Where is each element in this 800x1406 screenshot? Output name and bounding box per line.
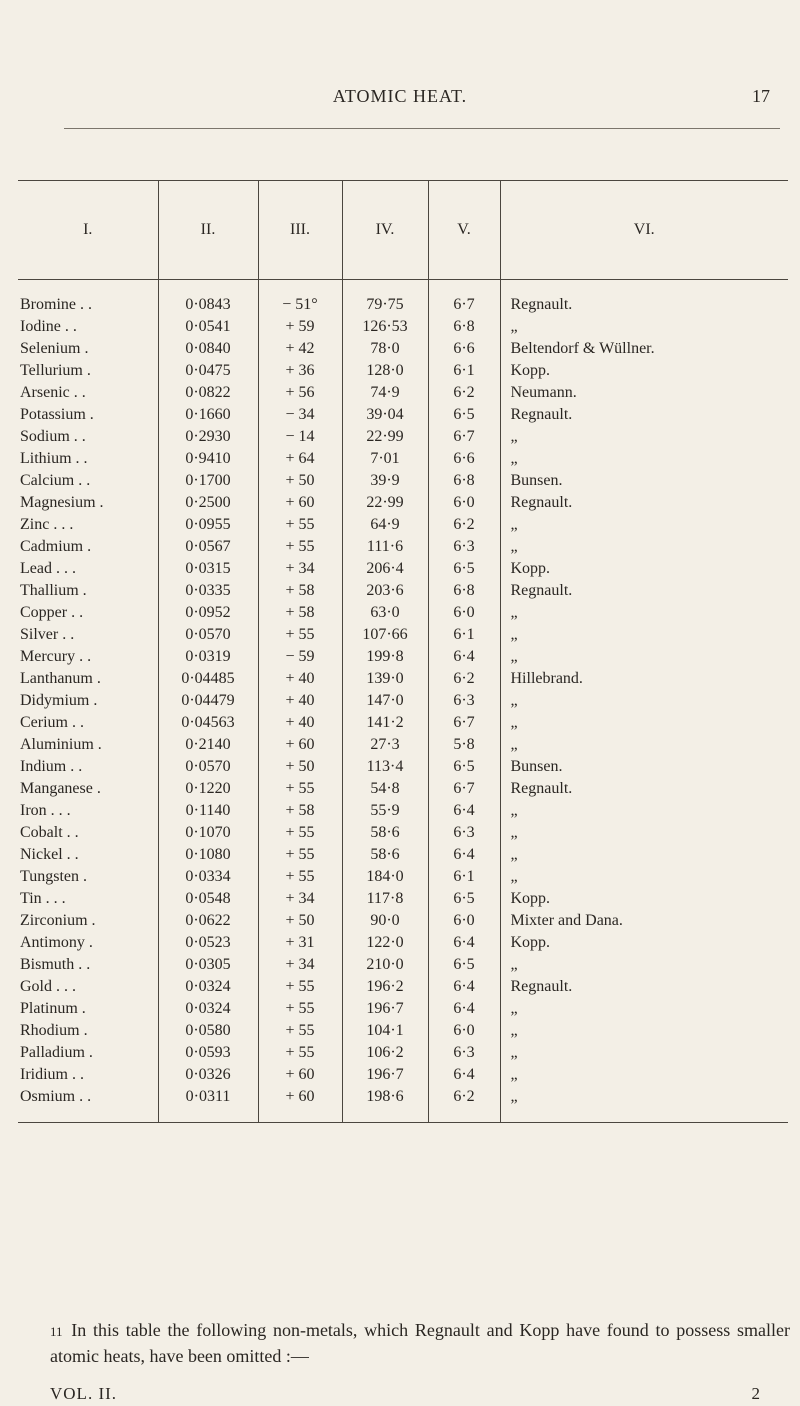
table-row bbox=[18, 280, 788, 317]
table-row bbox=[18, 1042, 788, 1064]
atomic-heat: 6·0 bbox=[428, 910, 500, 932]
table-row bbox=[18, 998, 788, 1020]
atomic-weight: 64·9 bbox=[342, 514, 428, 536]
temperature: + 60 bbox=[258, 1064, 342, 1086]
temperature: + 55 bbox=[258, 514, 342, 536]
footnote bbox=[50, 1318, 790, 1368]
atomic-weight: 113·4 bbox=[342, 756, 428, 778]
atomic-weight: 58·6 bbox=[342, 844, 428, 866]
column-header: II. bbox=[158, 181, 258, 280]
atomic-weight: 90·0 bbox=[342, 910, 428, 932]
observer: Kopp. bbox=[500, 888, 788, 910]
element-name: Silver . . bbox=[20, 626, 75, 643]
specific-heat: 0·0822 bbox=[158, 382, 258, 404]
element-name: Osmium . . bbox=[18, 1086, 158, 1123]
table-row bbox=[18, 1086, 788, 1123]
element-name: Manganese . bbox=[20, 780, 101, 797]
table-row bbox=[18, 888, 788, 910]
specific-heat: 0·0305 bbox=[158, 954, 258, 976]
atomic-weight: 58·6 bbox=[342, 822, 428, 844]
table-row bbox=[18, 1020, 788, 1042]
temperature: − 34 bbox=[258, 404, 342, 426]
atomic-heat: 6·4 bbox=[428, 844, 500, 866]
atomic-weight: 128·0 bbox=[342, 360, 428, 382]
temperature: − 14 bbox=[258, 426, 342, 448]
element-name: Copper . . bbox=[20, 604, 84, 621]
table-row bbox=[18, 558, 788, 580]
temperature: + 55 bbox=[258, 624, 342, 646]
element-name: Selenium . bbox=[20, 340, 89, 357]
table-row bbox=[18, 800, 788, 822]
observer: Beltendorf & Wüllner. bbox=[500, 338, 788, 360]
element-name: Aluminium . bbox=[20, 736, 102, 753]
table-row bbox=[18, 1064, 788, 1086]
specific-heat: 0·04563 bbox=[158, 712, 258, 734]
header-rule bbox=[64, 128, 780, 129]
column-header: V. bbox=[428, 181, 500, 280]
atomic-heat: 6·5 bbox=[428, 888, 500, 910]
atomic-weight: 79·75 bbox=[342, 280, 428, 317]
atomic-heat: 6·4 bbox=[428, 998, 500, 1020]
element-name: Potassium . bbox=[20, 406, 94, 423]
temperature: + 50 bbox=[258, 756, 342, 778]
observer: „ bbox=[500, 514, 788, 536]
temperature: + 34 bbox=[258, 954, 342, 976]
element-name: Didymium . bbox=[20, 692, 98, 709]
temperature: − 59 bbox=[258, 646, 342, 668]
atomic-weight: 7·01 bbox=[342, 448, 428, 470]
observer: „ bbox=[500, 822, 788, 844]
observer: Mixter and Dana. bbox=[500, 910, 788, 932]
page-title: ATOMIC HEAT. bbox=[332, 86, 468, 106]
atomic-weight: 106·2 bbox=[342, 1042, 428, 1064]
observer: Kopp. bbox=[500, 558, 788, 580]
atomic-heat: 6·4 bbox=[428, 1064, 500, 1086]
specific-heat: 0·0622 bbox=[158, 910, 258, 932]
specific-heat: 0·0567 bbox=[158, 536, 258, 558]
atomic-heat: 6·1 bbox=[428, 866, 500, 888]
specific-heat: 0·2140 bbox=[158, 734, 258, 756]
observer: Regnault. bbox=[500, 580, 788, 602]
atomic-heat: 6·1 bbox=[428, 624, 500, 646]
temperature: + 55 bbox=[258, 822, 342, 844]
element-name: Indium . . bbox=[20, 758, 83, 775]
temperature: + 34 bbox=[258, 558, 342, 580]
atomic-weight: 199·8 bbox=[342, 646, 428, 668]
atomic-heat: 6·1 bbox=[428, 360, 500, 382]
table-row bbox=[18, 712, 788, 734]
specific-heat: 0·0955 bbox=[158, 514, 258, 536]
column-header: IV. bbox=[342, 181, 428, 280]
specific-heat: 0·0324 bbox=[158, 976, 258, 998]
observer: „ bbox=[500, 954, 788, 976]
temperature: + 60 bbox=[258, 492, 342, 514]
observer: Regnault. bbox=[500, 976, 788, 998]
temperature: + 55 bbox=[258, 976, 342, 998]
table-row bbox=[18, 844, 788, 866]
atomic-heat: 6·7 bbox=[428, 280, 500, 317]
element-name: Zirconium . bbox=[20, 912, 96, 929]
temperature: + 55 bbox=[258, 778, 342, 800]
atomic-heat: 6·4 bbox=[428, 646, 500, 668]
element-name: Iridium . . bbox=[20, 1066, 84, 1083]
element-name: Iodine . . bbox=[20, 318, 77, 335]
observer: „ bbox=[500, 624, 788, 646]
specific-heat: 0·0580 bbox=[158, 1020, 258, 1042]
element-name: Tungsten . bbox=[20, 868, 87, 885]
observer: „ bbox=[500, 998, 788, 1020]
atomic-heat: 6·7 bbox=[428, 712, 500, 734]
specific-heat: 0·0523 bbox=[158, 932, 258, 954]
temperature: + 40 bbox=[258, 690, 342, 712]
specific-heat: 0·2930 bbox=[158, 426, 258, 448]
page-number: 17 bbox=[752, 86, 770, 106]
specific-heat: 0·1070 bbox=[158, 822, 258, 844]
atomic-heat: 6·0 bbox=[428, 492, 500, 514]
observer: „ bbox=[500, 536, 788, 558]
temperature: + 50 bbox=[258, 910, 342, 932]
table-row bbox=[18, 932, 788, 954]
atomic-heat: 6·4 bbox=[428, 932, 500, 954]
atomic-heat: 6·7 bbox=[428, 778, 500, 800]
specific-heat: 0·0570 bbox=[158, 756, 258, 778]
atomic-heat: 6·3 bbox=[428, 1042, 500, 1064]
atomic-weight: 122·0 bbox=[342, 932, 428, 954]
volume-label: VOL. II. bbox=[50, 1384, 118, 1403]
observer: „ bbox=[500, 448, 788, 470]
temperature: + 58 bbox=[258, 800, 342, 822]
table-row bbox=[18, 690, 788, 712]
atomic-heat: 6·0 bbox=[428, 1020, 500, 1042]
atomic-weight: 63·0 bbox=[342, 602, 428, 624]
specific-heat: 0·1080 bbox=[158, 844, 258, 866]
element-name: Rhodium . bbox=[20, 1022, 88, 1039]
atomic-heat: 6·6 bbox=[428, 338, 500, 360]
atomic-weight: 198·6 bbox=[342, 1086, 428, 1123]
temperature: + 58 bbox=[258, 602, 342, 624]
temperature: + 34 bbox=[258, 888, 342, 910]
specific-heat: 0·0319 bbox=[158, 646, 258, 668]
specific-heat: 0·0326 bbox=[158, 1064, 258, 1086]
temperature: + 55 bbox=[258, 998, 342, 1020]
atomic-weight: 196·7 bbox=[342, 1064, 428, 1086]
element-name: Sodium . . bbox=[20, 428, 86, 445]
atomic-heat: 6·2 bbox=[428, 668, 500, 690]
specific-heat: 0·0843 bbox=[158, 280, 258, 317]
atomic-heat: 6·2 bbox=[428, 1086, 500, 1123]
observer: „ bbox=[500, 690, 788, 712]
table-row bbox=[18, 316, 788, 338]
temperature: + 36 bbox=[258, 360, 342, 382]
observer: „ bbox=[500, 602, 788, 624]
observer: Neumann. bbox=[500, 382, 788, 404]
element-name: Bromine . . bbox=[20, 296, 92, 313]
atomic-heat: 6·4 bbox=[428, 800, 500, 822]
atomic-weight: 141·2 bbox=[342, 712, 428, 734]
element-name: Cobalt . . bbox=[20, 824, 79, 841]
temperature: + 50 bbox=[258, 470, 342, 492]
atomic-weight: 107·66 bbox=[342, 624, 428, 646]
observer: Bunsen. bbox=[500, 470, 788, 492]
observer: „ bbox=[500, 1064, 788, 1086]
element-name: Bismuth . . bbox=[20, 956, 91, 973]
table-row bbox=[18, 382, 788, 404]
specific-heat: 0·1660 bbox=[158, 404, 258, 426]
element-name: Lead . . . bbox=[20, 560, 76, 577]
temperature: + 42 bbox=[258, 338, 342, 360]
temperature: + 55 bbox=[258, 536, 342, 558]
temperature: + 59 bbox=[258, 316, 342, 338]
atomic-heat: 6·2 bbox=[428, 514, 500, 536]
table-row bbox=[18, 360, 788, 382]
atomic-weight: 22·99 bbox=[342, 492, 428, 514]
atomic-weight: 27·3 bbox=[342, 734, 428, 756]
column-header: I. bbox=[18, 181, 158, 280]
observer: Regnault. bbox=[500, 404, 788, 426]
atomic-weight: 54·8 bbox=[342, 778, 428, 800]
atomic-weight: 206·4 bbox=[342, 558, 428, 580]
observer: „ bbox=[500, 1042, 788, 1064]
element-name: Cerium . . bbox=[20, 714, 84, 731]
table-row bbox=[18, 734, 788, 756]
footnote-marker: 11 bbox=[50, 1324, 63, 1339]
element-name: Palladium . bbox=[20, 1044, 93, 1061]
observer: „ bbox=[500, 316, 788, 338]
atomic-weight: 39·04 bbox=[342, 404, 428, 426]
column-header: VI. bbox=[500, 181, 788, 280]
table-row bbox=[18, 778, 788, 800]
specific-heat: 0·0593 bbox=[158, 1042, 258, 1064]
atomic-weight: 78·0 bbox=[342, 338, 428, 360]
element-name: Nickel . . bbox=[20, 846, 79, 863]
specific-heat: 0·04479 bbox=[158, 690, 258, 712]
observer: Regnault. bbox=[500, 280, 788, 317]
temperature: + 56 bbox=[258, 382, 342, 404]
signature-mark: 2 bbox=[751, 1384, 760, 1403]
table-row bbox=[18, 514, 788, 536]
observer: „ bbox=[500, 1020, 788, 1042]
temperature: + 31 bbox=[258, 932, 342, 954]
specific-heat: 0·0315 bbox=[158, 558, 258, 580]
atomic-heat: 6·2 bbox=[428, 382, 500, 404]
atomic-heat: 6·5 bbox=[428, 404, 500, 426]
element-name: Tellurium . bbox=[20, 362, 91, 379]
running-header bbox=[0, 86, 800, 116]
observer: Kopp. bbox=[500, 932, 788, 954]
temperature: + 55 bbox=[258, 844, 342, 866]
specific-heat: 0·0840 bbox=[158, 338, 258, 360]
table-header-row bbox=[18, 181, 788, 280]
observer: „ bbox=[500, 712, 788, 734]
table-row bbox=[18, 624, 788, 646]
specific-heat: 0·0548 bbox=[158, 888, 258, 910]
element-name: Calcium . . bbox=[20, 472, 91, 489]
specific-heat: 0·0311 bbox=[158, 1086, 258, 1123]
atomic-weight: 203·6 bbox=[342, 580, 428, 602]
atomic-heat: 6·5 bbox=[428, 756, 500, 778]
footnote-text: In this table the following non-metals, which Regnault and Kopp have found to possess smaller atomic heats, have been omitted :— bbox=[50, 1320, 791, 1366]
atomic-weight: 104·1 bbox=[342, 1020, 428, 1042]
column-header: III. bbox=[258, 181, 342, 280]
element-name: Lanthanum . bbox=[20, 670, 101, 687]
table-row bbox=[18, 646, 788, 668]
table-row bbox=[18, 470, 788, 492]
specific-heat: 0·04485 bbox=[158, 668, 258, 690]
atomic-heat: 6·3 bbox=[428, 822, 500, 844]
table-body bbox=[18, 280, 788, 1123]
atomic-weight: 184·0 bbox=[342, 866, 428, 888]
atomic-heat: 5·8 bbox=[428, 734, 500, 756]
temperature: + 60 bbox=[258, 734, 342, 756]
atomic-heat: 6·6 bbox=[428, 448, 500, 470]
observer: „ bbox=[500, 866, 788, 888]
specific-heat: 0·9410 bbox=[158, 448, 258, 470]
atomic-heat: 6·8 bbox=[428, 470, 500, 492]
temperature: + 40 bbox=[258, 668, 342, 690]
observer: „ bbox=[500, 844, 788, 866]
observer: Kopp. bbox=[500, 360, 788, 382]
atomic-weight: 147·0 bbox=[342, 690, 428, 712]
observer: „ bbox=[500, 800, 788, 822]
element-name: Zinc . . . bbox=[20, 516, 74, 533]
atomic-weight: 196·2 bbox=[342, 976, 428, 998]
table-row bbox=[18, 668, 788, 690]
element-name: Mercury . . bbox=[20, 648, 92, 665]
element-name: Arsenic . . bbox=[20, 384, 86, 401]
temperature: + 55 bbox=[258, 1042, 342, 1064]
atomic-weight: 126·53 bbox=[342, 316, 428, 338]
atomic-heat: 6·0 bbox=[428, 602, 500, 624]
observer: Hillebrand. bbox=[500, 668, 788, 690]
observer: Regnault. bbox=[500, 492, 788, 514]
element-name: Gold . . . bbox=[20, 978, 76, 995]
table-row bbox=[18, 448, 788, 470]
observer: Regnault. bbox=[500, 778, 788, 800]
table-row bbox=[18, 866, 788, 888]
atomic-weight: 55·9 bbox=[342, 800, 428, 822]
specific-heat: 0·0952 bbox=[158, 602, 258, 624]
specific-heat: 0·0541 bbox=[158, 316, 258, 338]
table-row bbox=[18, 822, 788, 844]
atomic-weight: 196·7 bbox=[342, 998, 428, 1020]
atomic-weight: 210·0 bbox=[342, 954, 428, 976]
observer: „ bbox=[500, 646, 788, 668]
specific-heat: 0·0475 bbox=[158, 360, 258, 382]
temperature: + 58 bbox=[258, 580, 342, 602]
table-row bbox=[18, 756, 788, 778]
specific-heat: 0·1700 bbox=[158, 470, 258, 492]
observer: „ bbox=[500, 426, 788, 448]
atomic-heat: 6·3 bbox=[428, 536, 500, 558]
atomic-weight: 22·99 bbox=[342, 426, 428, 448]
table-row bbox=[18, 536, 788, 558]
observer: Bunsen. bbox=[500, 756, 788, 778]
atomic-heat: 6·7 bbox=[428, 426, 500, 448]
element-name: Thallium . bbox=[20, 582, 87, 599]
temperature: + 55 bbox=[258, 866, 342, 888]
table-row bbox=[18, 426, 788, 448]
observer: „ bbox=[500, 1086, 788, 1123]
element-name: Cadmium . bbox=[20, 538, 92, 555]
table-row bbox=[18, 404, 788, 426]
atomic-weight: 139·0 bbox=[342, 668, 428, 690]
specific-heat: 0·0324 bbox=[158, 998, 258, 1020]
table-row bbox=[18, 602, 788, 624]
element-name: Iron . . . bbox=[20, 802, 71, 819]
element-name: Platinum . bbox=[20, 1000, 86, 1017]
specific-heat: 0·1140 bbox=[158, 800, 258, 822]
specific-heat: 0·2500 bbox=[158, 492, 258, 514]
atomic-heat: 6·5 bbox=[428, 954, 500, 976]
temperature: + 40 bbox=[258, 712, 342, 734]
specific-heat: 0·1220 bbox=[158, 778, 258, 800]
atomic-heat: 6·8 bbox=[428, 580, 500, 602]
specific-heat: 0·0334 bbox=[158, 866, 258, 888]
table-row bbox=[18, 492, 788, 514]
atomic-heat: 6·3 bbox=[428, 690, 500, 712]
element-name: Magnesium . bbox=[20, 494, 104, 511]
specific-heat: 0·0570 bbox=[158, 624, 258, 646]
atomic-heat: 6·5 bbox=[428, 558, 500, 580]
atomic-weight: 39·9 bbox=[342, 470, 428, 492]
specific-heat: 0·0335 bbox=[158, 580, 258, 602]
element-name: Tin . . . bbox=[20, 890, 66, 907]
temperature: + 55 bbox=[258, 1020, 342, 1042]
observer: „ bbox=[500, 734, 788, 756]
element-name: Antimony . bbox=[20, 934, 93, 951]
element-name: Lithium . . bbox=[20, 450, 88, 467]
table-row bbox=[18, 976, 788, 998]
table-row bbox=[18, 910, 788, 932]
atomic-heat: 6·4 bbox=[428, 976, 500, 998]
temperature: + 60 bbox=[258, 1086, 342, 1123]
table-row bbox=[18, 338, 788, 360]
table-row bbox=[18, 954, 788, 976]
atomic-weight: 117·8 bbox=[342, 888, 428, 910]
table-row bbox=[18, 580, 788, 602]
temperature: + 64 bbox=[258, 448, 342, 470]
temperature: − 51° bbox=[258, 280, 342, 317]
atomic-heat-table bbox=[18, 180, 788, 1123]
atomic-heat: 6·8 bbox=[428, 316, 500, 338]
atomic-weight: 74·9 bbox=[342, 382, 428, 404]
atomic-weight: 111·6 bbox=[342, 536, 428, 558]
